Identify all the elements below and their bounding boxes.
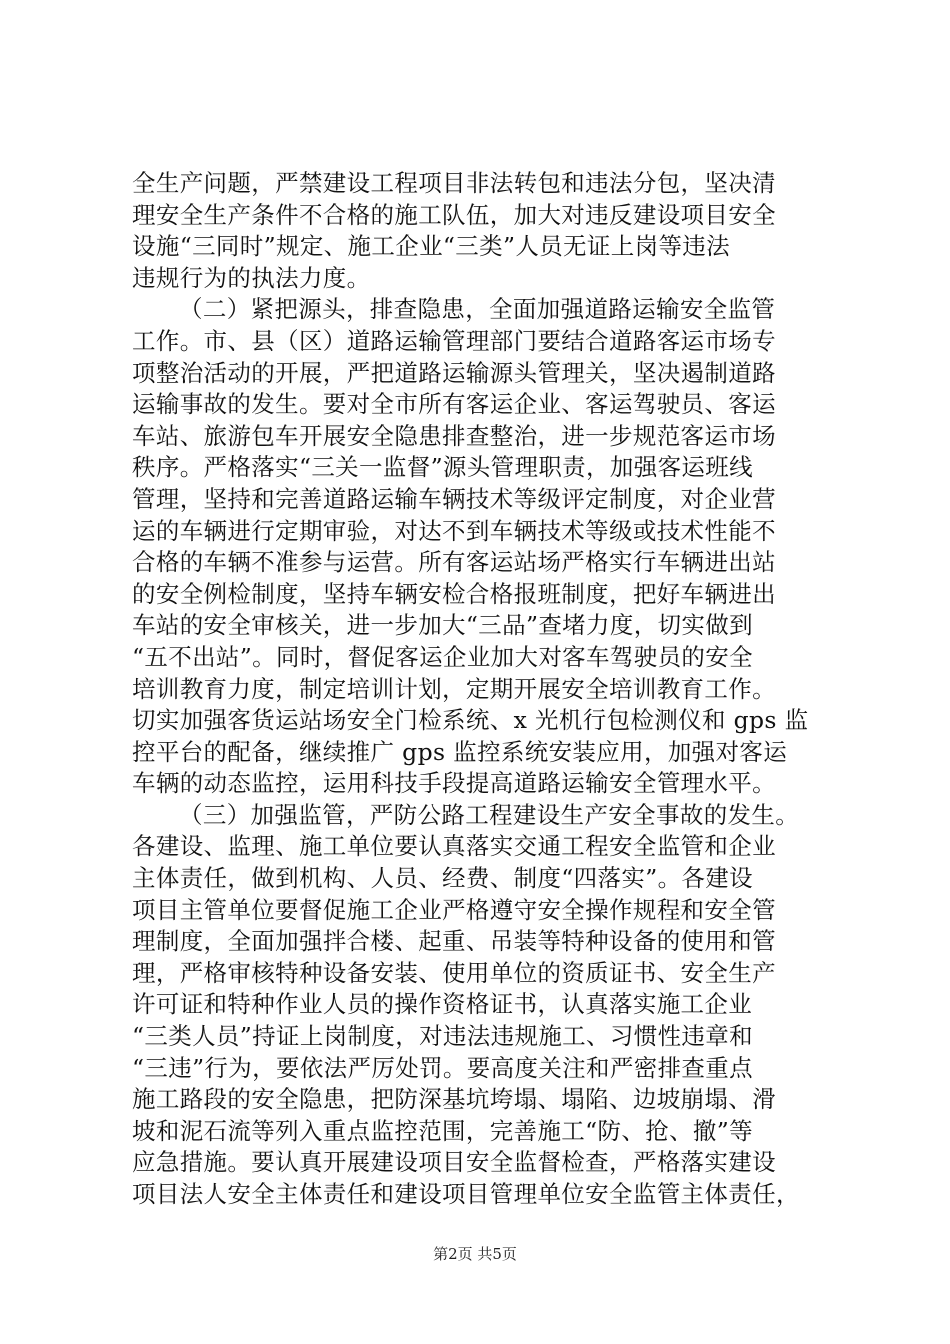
text-line: 各建设、监理、施工单位要认真落实交通工程安全监管和企业	[132, 832, 776, 861]
text-line: 项目法人安全主体责任和建设项目管理单位安全监管主体责任，	[132, 1180, 800, 1208]
text-line: 项目主管单位要督促施工企业严格遵守安全操作规程和安全管	[132, 895, 776, 924]
text-line: 培训教育力度，制定培训计划，定期开展安全培训教育工作。	[132, 674, 776, 703]
text-line: 坡和泥石流等列入重点监控范围，完善施工“防、抢、撤”等	[132, 1116, 753, 1145]
text-line: 应急措施。要认真开展建设项目安全监督检查，严格落实建设	[132, 1148, 776, 1177]
text-line: 运的车辆进行定期审验，对达不到车辆技术等级或技术性能不	[132, 516, 776, 545]
text-line: 运输事故的发生。要对全市所有客运企业、客运驾驶员、客运	[132, 390, 776, 419]
text-line: 车站、旅游包车开展安全隐患排查整治，进一步规范客运市场	[132, 421, 776, 450]
text-line: （三）加强监管，严防公路工程建设生产安全事故的发生。	[179, 800, 800, 829]
text-line: “五不出站”。同时，督促客运企业加大对客车驾驶员的安全	[132, 642, 753, 671]
text-line: 合格的车辆不准参与运营。所有客运站场严格实行车辆进出站	[132, 548, 776, 577]
text-line: 理，严格审核特种设备安装、使用单位的资质证书、安全生产	[132, 958, 776, 987]
text-line: 理制度，全面加强拌合楼、起重、吊装等特种设备的使用和管	[132, 927, 776, 956]
text-line: 控平台的配备，继续推广 gps 监控系统安装应用，加强对客运	[132, 737, 788, 766]
text-line: “三类人员”持证上岗制度，对违法违规施工、习惯性违章和	[132, 1022, 753, 1051]
text-line: 项整治活动的开展，严把道路运输源头管理关，坚决遏制道路	[132, 358, 776, 387]
page-footer: 第2页 共5页	[433, 1245, 517, 1263]
text-line: 工作。市、县（区）道路运输管理部门要结合道路客运市场专	[132, 326, 776, 355]
text-line: 许可证和特种作业人员的操作资格证书，认真落实施工企业	[132, 990, 753, 1019]
text-line: 秩序。严格落实“三关一监督”源头管理职责，加强客运班线	[132, 453, 753, 482]
text-line: 的安全例检制度，坚持车辆安检合格报班制度，把好车辆进出	[132, 579, 776, 608]
body-text	[132, 168, 852, 1211]
text-line: 施工路段的安全隐患，把防深基坑垮塌、塌陷、边坡崩塌、滑	[132, 1085, 776, 1114]
text-line: “三违”行为，要依法严厉处罚。要高度关注和严密排查重点	[132, 1053, 753, 1082]
text-line: 车站的安全审核关，进一步加大“三品”查堵力度，切实做到	[132, 611, 753, 640]
text-line: 设施“三同时”规定、施工企业“三类”人员无证上岗等违法	[132, 232, 731, 261]
text-line: （二）紧把源头，排查隐患，全面加强道路运输安全监管	[179, 295, 776, 324]
text-line: 全生产问题，严禁建设工程项目非法转包和违法分包，坚决清	[132, 169, 776, 197]
text-line: 车辆的动态监控，运用科技手段提高道路运输安全管理水平。	[132, 769, 776, 798]
text-line: 管理，坚持和完善道路运输车辆技术等级评定制度，对企业营	[132, 484, 776, 513]
text-line: 切实加强客货运站场安全门检系统、x 光机行包检测仪和 gps 监	[132, 706, 809, 735]
text-line: 违规行为的执法力度。	[132, 263, 371, 292]
text-line: 主体责任，做到机构、人员、经费、制度“四落实”。各建设	[132, 864, 753, 893]
text-line: 理安全生产条件不合格的施工队伍，加大对违反建设项目安全	[132, 200, 776, 229]
